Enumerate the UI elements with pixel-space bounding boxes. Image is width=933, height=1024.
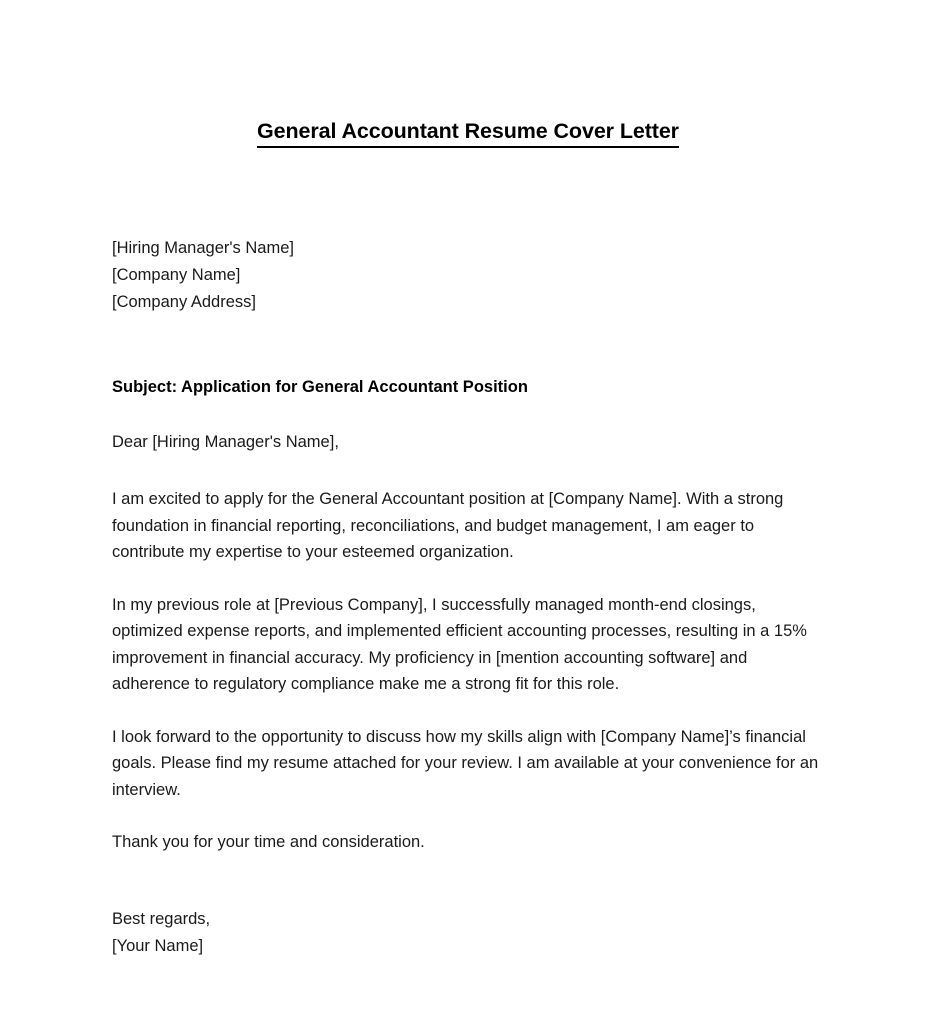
closing-signature-name: [Your Name]	[112, 936, 204, 955]
document-body	[112, 0, 824, 960]
body-paragraph-2: In my previous role at [Previous Company], I successfully managed month-end closings, optimized expense reports, and implemented efficient accounting processes, resulting in a 15% improvement in financial accuracy. My proficiency in [mention accounting software] and adherence to regulatory compliance make me a strong fit for this role.	[112, 595, 807, 693]
closing-salutation: Best regards,	[112, 909, 211, 928]
page-title	[112, 0, 824, 148]
recipient-address-block	[112, 235, 824, 316]
salutation-line: Dear [Hiring Manager's Name],	[112, 433, 339, 451]
body-paragraph-3: I look forward to the opportunity to discuss how my skills align with [Company Name]’s financial goals. Please find my resume attached for your review. I am available at your convenience for an interview.	[112, 727, 819, 799]
closing-block	[112, 906, 824, 960]
recipient-line-hiring-manager: [Hiring Manager's Name]	[112, 239, 294, 257]
recipient-line-company-address: [Company Address]	[112, 293, 256, 311]
recipient-line-company-name: [Company Name]	[112, 266, 241, 284]
page-title-text: General Accountant Resume Cover Letter	[257, 119, 679, 148]
body-paragraph-1: I am excited to apply for the General Accountant position at [Company Name]. With a strong foundation in financial reporting, reconciliations, and budget management, I am eager to contribute my expertise to your esteemed organization.	[112, 490, 784, 561]
body-paragraph-4: Thank you for your time and consideration.	[112, 833, 425, 851]
subject-line: Subject: Application for General Accountant Position	[112, 378, 528, 396]
